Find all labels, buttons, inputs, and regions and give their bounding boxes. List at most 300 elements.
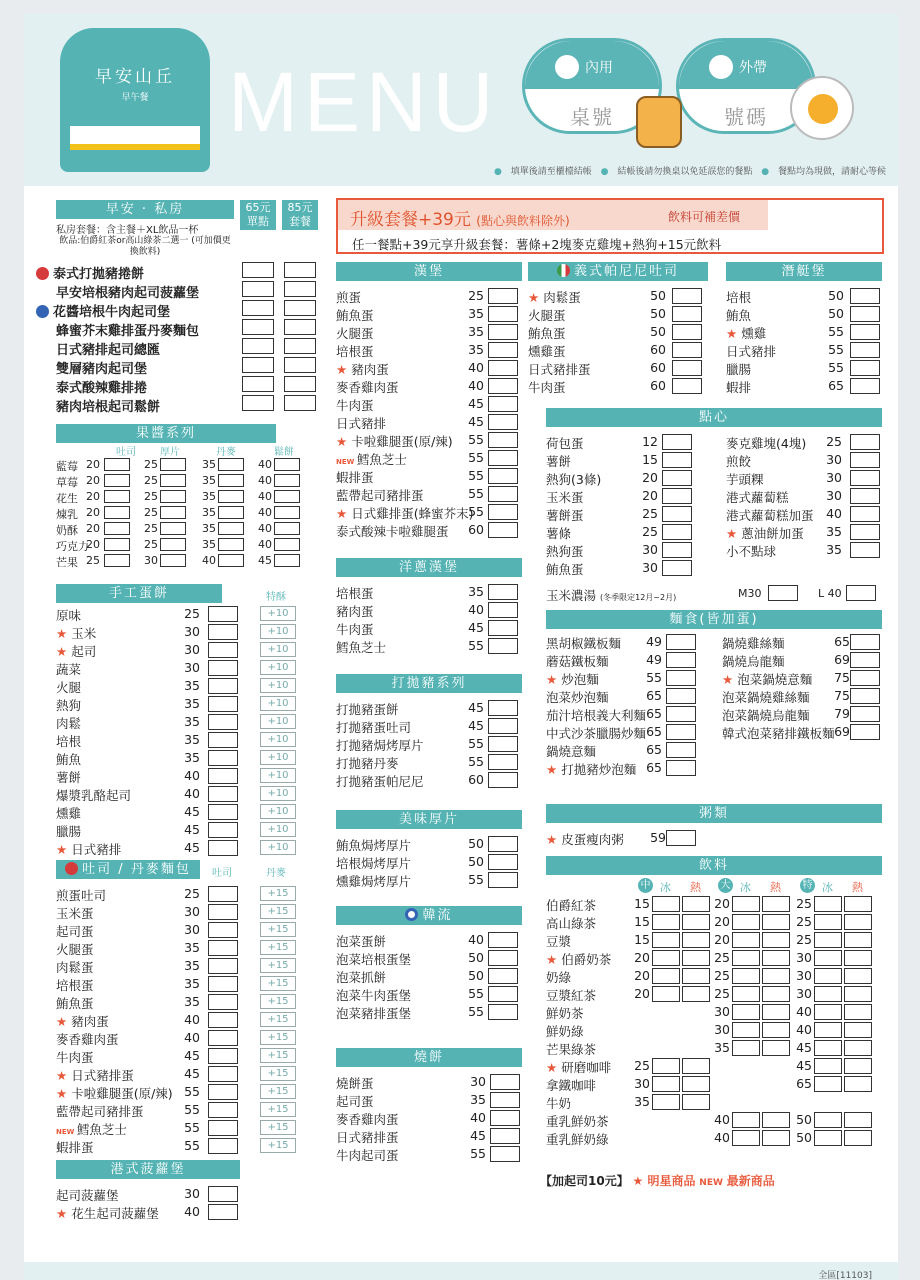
extra-option[interactable]: +15: [260, 886, 296, 901]
qty-box[interactable]: [850, 652, 880, 668]
qty-box[interactable]: [208, 678, 238, 694]
qty-box[interactable]: [666, 724, 696, 740]
item-price: 55: [468, 486, 484, 501]
qty-box[interactable]: [488, 932, 518, 948]
single-qty-box[interactable]: [242, 262, 274, 278]
ice-qty-box[interactable]: [732, 1130, 760, 1146]
hot-qty-box[interactable]: [844, 1130, 872, 1146]
qty-box[interactable]: [488, 450, 518, 466]
extra-option[interactable]: +15: [260, 1120, 296, 1135]
set-qty-box[interactable]: [284, 338, 316, 354]
qty-box[interactable]: [488, 288, 518, 304]
menu-row: [336, 717, 522, 735]
qty-box[interactable]: [488, 836, 518, 852]
extra-option[interactable]: +15: [260, 976, 296, 991]
item-name: 鮪魚: [726, 308, 752, 323]
extra-option[interactable]: +15: [260, 1066, 296, 1081]
qty-box[interactable]: [208, 840, 238, 856]
hot-qty-box[interactable]: [762, 1004, 790, 1020]
set-qty-box[interactable]: [284, 262, 316, 278]
qty-box[interactable]: [274, 474, 300, 487]
hot-qty-box[interactable]: [844, 1004, 872, 1020]
hot-qty-box[interactable]: [682, 1076, 710, 1092]
qty-box[interactable]: [666, 830, 696, 846]
qty-box[interactable]: [850, 324, 880, 340]
qty-box[interactable]: [160, 474, 186, 487]
qty-box[interactable]: [208, 624, 238, 640]
hot-qty-box[interactable]: [844, 1076, 872, 1092]
qty-box[interactable]: [208, 1084, 238, 1100]
hot-qty-box[interactable]: [762, 932, 790, 948]
extra-option[interactable]: +10: [260, 750, 296, 765]
hot-qty-box[interactable]: [762, 1040, 790, 1056]
qty-box[interactable]: [104, 458, 130, 471]
dine-in-checkbox[interactable]: [555, 55, 579, 79]
qty-box[interactable]: [490, 1146, 520, 1162]
ice-qty-box[interactable]: [814, 914, 842, 930]
ice-qty-box[interactable]: [814, 968, 842, 984]
qty-box[interactable]: [208, 1120, 238, 1136]
qty-box[interactable]: [488, 396, 518, 412]
hot-qty-box[interactable]: [844, 1022, 872, 1038]
qty-box[interactable]: [488, 950, 518, 966]
qty-box[interactable]: [208, 786, 238, 802]
hot-qty-box[interactable]: [844, 932, 872, 948]
ice-qty-box[interactable]: [814, 1022, 842, 1038]
qty-box[interactable]: [488, 986, 518, 1002]
item-price: 30: [796, 950, 812, 965]
qty-box[interactable]: [672, 378, 702, 394]
qty-box[interactable]: [672, 360, 702, 376]
item-price: 25: [144, 522, 158, 535]
menu-row: [56, 921, 316, 939]
single-qty-box[interactable]: [242, 281, 274, 297]
extra-option[interactable]: +15: [260, 1084, 296, 1099]
qty-box[interactable]: [208, 1066, 238, 1082]
item-price: 25: [144, 490, 158, 503]
hot-qty-box[interactable]: [844, 950, 872, 966]
takeout-checkbox[interactable]: [709, 55, 733, 79]
hot-qty-box[interactable]: [682, 968, 710, 984]
item-price: 40: [202, 554, 216, 567]
qty-box[interactable]: [274, 458, 300, 471]
item-name: ★ 蔥油餅加蛋: [726, 526, 804, 541]
item-name: 藍莓: [56, 460, 78, 473]
qty-box[interactable]: [208, 804, 238, 820]
logo: [60, 28, 210, 172]
item-name: 藍帶起司豬排蛋: [336, 488, 424, 503]
qty-box[interactable]: [208, 660, 238, 676]
qty-box[interactable]: [850, 634, 880, 650]
extra-option[interactable]: +10: [260, 768, 296, 783]
item-name: ★ 打拋豬炒泡麵: [546, 762, 637, 777]
qty-box[interactable]: [274, 490, 300, 503]
item-price: 40: [796, 1004, 812, 1019]
set-qty-box[interactable]: [284, 281, 316, 297]
qty-box[interactable]: [488, 620, 518, 636]
qty-box[interactable]: [160, 522, 186, 535]
qty-box[interactable]: [488, 968, 518, 984]
qty-box[interactable]: [104, 506, 130, 519]
qty-box[interactable]: [488, 854, 518, 870]
qty-box[interactable]: [160, 458, 186, 471]
hot-qty-box[interactable]: [682, 986, 710, 1002]
ice-qty-box[interactable]: [732, 932, 760, 948]
qty-box[interactable]: [488, 872, 518, 888]
hk-title: 港式菠蘿堡: [56, 1160, 240, 1179]
ice-qty-box[interactable]: [732, 986, 760, 1002]
item-price: 25: [796, 914, 812, 929]
set-qty-box[interactable]: [284, 395, 316, 411]
qty-box[interactable]: [488, 306, 518, 322]
set-qty-box[interactable]: [284, 357, 316, 373]
hot-qty-box[interactable]: [682, 914, 710, 930]
soup-m-qty[interactable]: [768, 585, 798, 601]
qty-box[interactable]: [662, 470, 692, 486]
qty-box[interactable]: [666, 742, 696, 758]
hot-qty-box[interactable]: [682, 896, 710, 912]
qty-box[interactable]: [208, 886, 238, 902]
ice-qty-box[interactable]: [732, 968, 760, 984]
qty-box[interactable]: [488, 718, 518, 734]
item-price: 25: [184, 886, 200, 901]
qty-box[interactable]: [208, 714, 238, 730]
qty-box[interactable]: [672, 342, 702, 358]
qty-box[interactable]: [850, 688, 880, 704]
qty-box[interactable]: [488, 602, 518, 618]
qty-box[interactable]: [208, 1102, 238, 1118]
qty-box[interactable]: [662, 542, 692, 558]
extra-option[interactable]: +10: [260, 660, 296, 675]
item-price: 55: [184, 1120, 200, 1135]
qty-box[interactable]: [218, 522, 244, 535]
qty-box[interactable]: [218, 458, 244, 471]
qty-box[interactable]: [160, 506, 186, 519]
qty-box[interactable]: [666, 670, 696, 686]
ice-qty-box[interactable]: [732, 914, 760, 930]
qty-box[interactable]: [490, 1110, 520, 1126]
qty-box[interactable]: [666, 760, 696, 776]
extra-option[interactable]: +10: [260, 840, 296, 855]
hot-qty-box[interactable]: [844, 968, 872, 984]
item-name: 黑胡椒鐵板麵: [546, 636, 622, 651]
extra-option[interactable]: +10: [260, 642, 296, 657]
qty-box[interactable]: [218, 538, 244, 551]
qty-box[interactable]: [672, 324, 702, 340]
hot-qty-box[interactable]: [682, 950, 710, 966]
ice-qty-box[interactable]: [814, 950, 842, 966]
qty-box[interactable]: [488, 736, 518, 752]
qty-box[interactable]: [672, 306, 702, 322]
item-price: 45: [468, 700, 484, 715]
ice-qty-box[interactable]: [652, 968, 680, 984]
qty-box[interactable]: [490, 1092, 520, 1108]
qty-box[interactable]: [208, 732, 238, 748]
menu-row: [546, 541, 696, 559]
ice-qty-box[interactable]: [732, 950, 760, 966]
ice-qty-box[interactable]: [814, 1040, 842, 1056]
qty-box[interactable]: [208, 922, 238, 938]
extra-option[interactable]: +15: [260, 1012, 296, 1027]
item-price: 35: [184, 940, 200, 955]
qty-box[interactable]: [850, 506, 880, 522]
extra-option[interactable]: +10: [260, 624, 296, 639]
ice-qty-box[interactable]: [732, 1112, 760, 1128]
menu-row: [56, 839, 316, 857]
qty-box[interactable]: [208, 642, 238, 658]
hot-qty-box[interactable]: [682, 932, 710, 948]
extra-option[interactable]: +10: [260, 606, 296, 621]
item-price: 55: [468, 1004, 484, 1019]
ice-qty-box[interactable]: [732, 1022, 760, 1038]
extra-option[interactable]: +10: [260, 822, 296, 837]
qty-box[interactable]: [850, 488, 880, 504]
qty-box[interactable]: [208, 994, 238, 1010]
qty-box[interactable]: [208, 696, 238, 712]
qty-box[interactable]: [850, 706, 880, 722]
ice-qty-box[interactable]: [814, 1076, 842, 1092]
set-qty-box[interactable]: [284, 300, 316, 316]
qty-box[interactable]: [850, 378, 880, 394]
qty-box[interactable]: [218, 506, 244, 519]
qty-box[interactable]: [160, 538, 186, 551]
qty-box[interactable]: [104, 554, 130, 567]
ice-qty-box[interactable]: [814, 1130, 842, 1146]
extra-option[interactable]: +10: [260, 786, 296, 801]
item-price: 40: [184, 768, 200, 783]
qty-box[interactable]: [850, 524, 880, 540]
qty-box[interactable]: [104, 522, 130, 535]
hot-qty-box[interactable]: [682, 1094, 710, 1110]
hot-qty-box[interactable]: [762, 896, 790, 912]
hot-qty-box[interactable]: [844, 1040, 872, 1056]
porridge-list: [546, 829, 882, 847]
qty-box[interactable]: [218, 490, 244, 503]
qty-box[interactable]: [208, 976, 238, 992]
item-price: 35: [202, 506, 216, 519]
item-name: NEW 鱈魚芝士: [336, 452, 407, 467]
qty-box[interactable]: [662, 488, 692, 504]
qty-box[interactable]: [104, 474, 130, 487]
qty-box[interactable]: [218, 554, 244, 567]
qty-box[interactable]: [208, 958, 238, 974]
item-price: 40: [714, 1112, 730, 1127]
qty-box[interactable]: [488, 522, 518, 538]
ice-qty-box[interactable]: [814, 932, 842, 948]
menu-row: [726, 341, 882, 359]
qty-box[interactable]: [850, 470, 880, 486]
qty-box[interactable]: [662, 506, 692, 522]
qty-box[interactable]: [488, 638, 518, 654]
qty-box[interactable]: [208, 768, 238, 784]
qty-box[interactable]: [274, 538, 300, 551]
ice-qty-box[interactable]: [732, 1004, 760, 1020]
qty-box[interactable]: [488, 772, 518, 788]
qty-box[interactable]: [666, 706, 696, 722]
qty-box[interactable]: [488, 378, 518, 394]
single-qty-box[interactable]: [242, 300, 274, 316]
hot-qty-box[interactable]: [844, 986, 872, 1002]
table-number-field[interactable]: 桌號: [570, 105, 614, 129]
ice-qty-box[interactable]: [652, 950, 680, 966]
ice-qty-box[interactable]: [732, 1040, 760, 1056]
item-price: 50: [650, 288, 666, 303]
qty-box[interactable]: [208, 1138, 238, 1154]
qty-box[interactable]: [662, 452, 692, 468]
ice-qty-box[interactable]: [652, 932, 680, 948]
qty-box[interactable]: [488, 584, 518, 600]
qty-box[interactable]: [104, 538, 130, 551]
qty-box[interactable]: [488, 432, 518, 448]
ice-qty-box[interactable]: [652, 1076, 680, 1092]
extra-option[interactable]: +15: [260, 940, 296, 955]
qty-box[interactable]: [662, 524, 692, 540]
qty-box[interactable]: [488, 324, 518, 340]
qty-box[interactable]: [490, 1074, 520, 1090]
qty-box[interactable]: [208, 1048, 238, 1064]
qty-box[interactable]: [488, 360, 518, 376]
hot-qty-box[interactable]: [762, 1130, 790, 1146]
extra-option[interactable]: +10: [260, 696, 296, 711]
soup-row: [546, 585, 876, 603]
item-name: 培根焗烤厚片: [336, 856, 412, 871]
extra-option[interactable]: +10: [260, 678, 296, 693]
hot-qty-box[interactable]: [762, 1112, 790, 1128]
extra-option[interactable]: +15: [260, 1102, 296, 1117]
item-price: 25: [86, 554, 100, 567]
hot-qty-box[interactable]: [682, 1058, 710, 1074]
extra-option[interactable]: +15: [260, 1048, 296, 1063]
extra-option[interactable]: +10: [260, 732, 296, 747]
hot-qty-box[interactable]: [762, 968, 790, 984]
extra-option[interactable]: +15: [260, 958, 296, 973]
qty-box[interactable]: [488, 1004, 518, 1020]
qty-box[interactable]: [160, 490, 186, 503]
qty-box[interactable]: [208, 940, 238, 956]
hot-qty-box[interactable]: [762, 950, 790, 966]
hot-qty-box[interactable]: [844, 896, 872, 912]
single-qty-box[interactable]: [242, 338, 274, 354]
qty-box[interactable]: [850, 542, 880, 558]
extra-option[interactable]: +15: [260, 922, 296, 937]
single-qty-box[interactable]: [242, 319, 274, 335]
ice-qty-box[interactable]: [814, 986, 842, 1002]
qty-box[interactable]: [104, 490, 130, 503]
ice-qty-box[interactable]: [652, 1058, 680, 1074]
hot-qty-box[interactable]: [762, 986, 790, 1002]
single-qty-box[interactable]: [242, 357, 274, 373]
hot-qty-box[interactable]: [844, 914, 872, 930]
item-price: 30: [826, 470, 842, 485]
qty-box[interactable]: [672, 288, 702, 304]
qty-box[interactable]: [208, 1012, 238, 1028]
toast-col-toast: 吐司: [212, 868, 232, 879]
menu-row: [336, 1109, 522, 1127]
qty-box[interactable]: [850, 288, 880, 304]
item-name: 臘腸: [56, 824, 82, 839]
item-name: 鮪魚: [56, 752, 82, 767]
qty-box[interactable]: [208, 1030, 238, 1046]
qty-box[interactable]: [666, 688, 696, 704]
qty-box[interactable]: [850, 360, 880, 376]
qty-box[interactable]: [666, 652, 696, 668]
extra-option[interactable]: +15: [260, 904, 296, 919]
extra-option[interactable]: +15: [260, 1138, 296, 1153]
qty-box[interactable]: [850, 306, 880, 322]
item-name: 泡菜豬排蛋堡: [336, 1006, 412, 1021]
jam-header: [56, 443, 316, 457]
qty-box[interactable]: [208, 606, 238, 622]
qty-box[interactable]: [488, 700, 518, 716]
ice-qty-box[interactable]: [814, 1058, 842, 1074]
ice-qty-box[interactable]: [814, 1004, 842, 1020]
qty-box[interactable]: [208, 822, 238, 838]
set-qty-box[interactable]: [284, 319, 316, 335]
qty-box[interactable]: [218, 474, 244, 487]
qty-box[interactable]: [274, 506, 300, 519]
qty-box[interactable]: [488, 342, 518, 358]
item-price: 45: [184, 1048, 200, 1063]
hot-qty-box[interactable]: [762, 1022, 790, 1038]
ice-qty-box[interactable]: [652, 1094, 680, 1110]
single-qty-box[interactable]: [242, 376, 274, 392]
qty-box[interactable]: [208, 1186, 238, 1202]
soup-l-qty[interactable]: [846, 585, 876, 601]
extra-option[interactable]: +10: [260, 714, 296, 729]
burger-section: [336, 262, 522, 539]
qty-box[interactable]: [488, 504, 518, 520]
ice-qty-box[interactable]: [652, 914, 680, 930]
qty-box[interactable]: [850, 670, 880, 686]
qty-box[interactable]: [850, 452, 880, 468]
qty-box[interactable]: [662, 560, 692, 576]
qty-box[interactable]: [662, 434, 692, 450]
qty-box[interactable]: [274, 554, 300, 567]
private-list: [53, 262, 316, 415]
size-badge: 中: [638, 878, 653, 893]
qty-box[interactable]: [666, 634, 696, 650]
qty-box[interactable]: [488, 468, 518, 484]
qty-box[interactable]: [208, 750, 238, 766]
qty-box[interactable]: [208, 904, 238, 920]
set-qty-box[interactable]: [284, 376, 316, 392]
qty-box[interactable]: [488, 754, 518, 770]
single-qty-box[interactable]: [242, 395, 274, 411]
ice-qty-box[interactable]: [652, 986, 680, 1002]
qty-box[interactable]: [850, 342, 880, 358]
hot-qty-box[interactable]: [844, 1058, 872, 1074]
extra-option[interactable]: +15: [260, 994, 296, 1009]
order-number-field[interactable]: 號碼: [724, 105, 768, 129]
qty-box[interactable]: [488, 486, 518, 502]
ice-qty-box[interactable]: [732, 896, 760, 912]
ice-qty-box[interactable]: [814, 1112, 842, 1128]
qty-box[interactable]: [490, 1128, 520, 1144]
qty-box[interactable]: [850, 724, 880, 740]
qty-box[interactable]: [488, 414, 518, 430]
qty-box[interactable]: [850, 434, 880, 450]
item-price: 65: [646, 760, 662, 775]
hot-qty-box[interactable]: [844, 1112, 872, 1128]
qty-box[interactable]: [208, 1204, 238, 1220]
hot-qty-box[interactable]: [762, 914, 790, 930]
ice-qty-box[interactable]: [652, 896, 680, 912]
qty-box[interactable]: [274, 522, 300, 535]
extra-option[interactable]: +15: [260, 1030, 296, 1045]
qty-box[interactable]: [160, 554, 186, 567]
extra-option[interactable]: +10: [260, 804, 296, 819]
ice-qty-box[interactable]: [814, 896, 842, 912]
